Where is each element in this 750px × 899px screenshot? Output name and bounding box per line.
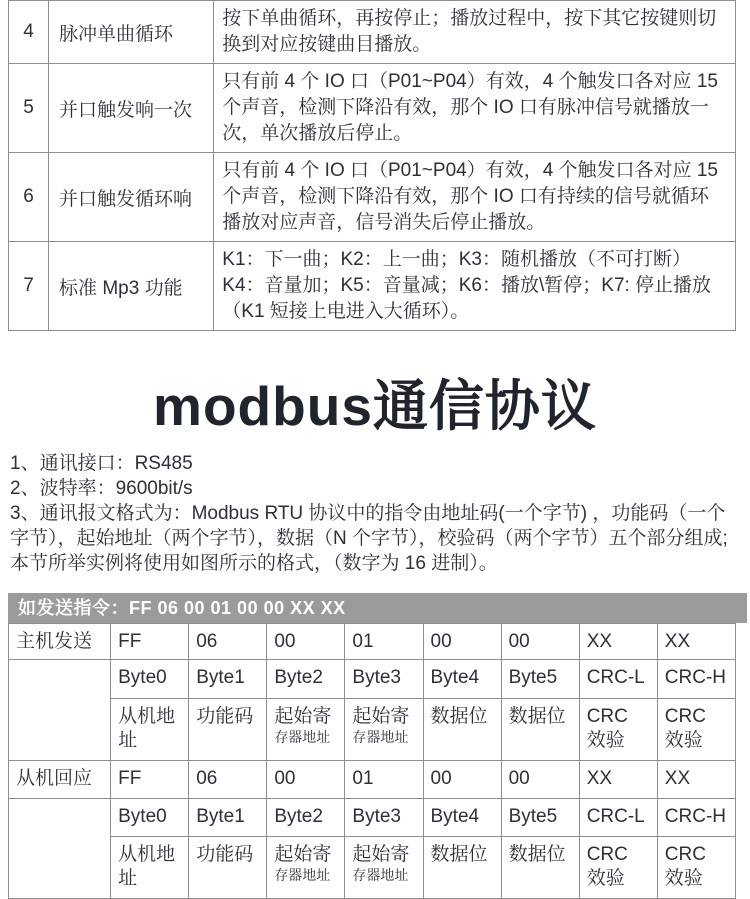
byte-value: 00 bbox=[267, 623, 345, 659]
meaning-text: 数据位 bbox=[508, 843, 566, 865]
protocol-notes bbox=[10, 451, 744, 576]
byte-value: 00 bbox=[501, 760, 579, 798]
meaning-text: 数据位 bbox=[508, 705, 566, 727]
mode-name: 并口触发循环响 bbox=[49, 153, 214, 242]
mode-name: 脉冲单曲循环 bbox=[49, 1, 214, 64]
byte-value: XX bbox=[657, 760, 735, 798]
table-row bbox=[9, 64, 736, 153]
byte-value: 00 bbox=[267, 760, 345, 798]
host-bytes-row bbox=[9, 659, 736, 698]
byte-meaning bbox=[267, 698, 345, 760]
mode-description: 只有前 4 个 IO 口（P01~P04）有效，4 个触发口各对应 15 个声音，检测下降沿有效，那个 IO 口有持续的信号就循环播放对应声音，信号消失后停止播放。 bbox=[214, 153, 736, 242]
byte-meaning bbox=[267, 836, 345, 898]
meaning-text: 数据位 bbox=[430, 705, 488, 727]
byte-label: Byte4 bbox=[423, 798, 501, 836]
note-comm-interface: 1、通讯接口：RS485 bbox=[10, 452, 193, 474]
meaning-text: CRC bbox=[586, 843, 628, 865]
host-values-row bbox=[9, 623, 736, 659]
host-meanings-row bbox=[9, 698, 736, 760]
byte-value: 01 bbox=[345, 623, 423, 659]
byte-meaning bbox=[579, 698, 657, 760]
row-number: 4 bbox=[9, 1, 49, 64]
byte-label: CRC-L bbox=[579, 798, 657, 836]
mode-name: 标准 Mp3 功能 bbox=[49, 242, 214, 331]
empty-label-cell bbox=[9, 659, 111, 760]
row-number: 6 bbox=[9, 153, 49, 242]
byte-meaning bbox=[423, 836, 501, 898]
byte-value: XX bbox=[579, 760, 657, 798]
meaning-text: 功能码 bbox=[196, 705, 254, 727]
function-table bbox=[8, 0, 736, 331]
byte-value: 00 bbox=[423, 760, 501, 798]
byte-label: Byte0 bbox=[111, 798, 189, 836]
row-number: 7 bbox=[9, 242, 49, 331]
section-label: 从机回应 bbox=[9, 760, 111, 798]
meaning-text: CRC bbox=[664, 843, 706, 865]
byte-value: 00 bbox=[501, 623, 579, 659]
byte-value: FF bbox=[111, 623, 189, 659]
byte-value: FF bbox=[111, 760, 189, 798]
byte-label: CRC-H bbox=[657, 798, 735, 836]
byte-label: Byte3 bbox=[345, 659, 423, 698]
byte-meaning bbox=[657, 698, 735, 760]
byte-meaning bbox=[189, 698, 267, 760]
byte-label: Byte3 bbox=[345, 798, 423, 836]
byte-meaning bbox=[189, 836, 267, 898]
table-row bbox=[9, 1, 736, 64]
byte-meaning bbox=[579, 836, 657, 898]
meaning-text-line2: 效验 bbox=[664, 867, 703, 889]
meaning-text: 从机地址 bbox=[118, 705, 176, 751]
byte-meaning bbox=[501, 698, 579, 760]
meaning-text: 起始寄 bbox=[352, 843, 410, 865]
table-row bbox=[9, 242, 736, 331]
byte-value: 00 bbox=[423, 623, 501, 659]
meaning-text: 起始寄 bbox=[274, 843, 332, 865]
byte-value: 06 bbox=[189, 760, 267, 798]
byte-label: Byte4 bbox=[423, 659, 501, 698]
meaning-text: 起始寄 bbox=[352, 705, 410, 727]
meaning-text-line2: 存器地址 bbox=[274, 866, 331, 883]
byte-label: Byte5 bbox=[501, 659, 579, 698]
table-row bbox=[9, 153, 736, 242]
byte-meaning bbox=[501, 836, 579, 898]
meaning-text: 从机地址 bbox=[118, 843, 176, 889]
slave-values-row bbox=[9, 760, 736, 798]
byte-meaning bbox=[111, 698, 189, 760]
mode-name: 并口触发响一次 bbox=[49, 64, 214, 153]
byte-meaning bbox=[345, 698, 423, 760]
byte-label: CRC-H bbox=[657, 659, 735, 698]
byte-label: Byte0 bbox=[111, 659, 189, 698]
meaning-text-line2: 效验 bbox=[586, 867, 625, 889]
note-baud-rate: 2、波特率：9600bit/s bbox=[10, 477, 193, 499]
byte-label: Byte2 bbox=[267, 798, 345, 836]
empty-label-cell bbox=[9, 798, 111, 898]
meaning-text: 起始寄 bbox=[274, 705, 332, 727]
mode-description: 只有前 4 个 IO 口（P01~P04）有效，4 个触发口各对应 15 个声音，检测下降沿有效，那个 IO 口有脉冲信号就播放一次，单次播放后停止。 bbox=[214, 64, 736, 153]
byte-value: 01 bbox=[345, 760, 423, 798]
byte-value: 06 bbox=[189, 623, 267, 659]
byte-label: Byte5 bbox=[501, 798, 579, 836]
byte-meaning bbox=[657, 836, 735, 898]
meaning-text-line2: 存器地址 bbox=[352, 866, 409, 883]
byte-meaning bbox=[111, 836, 189, 898]
meaning-text: 数据位 bbox=[430, 843, 488, 865]
meaning-text-line2: 效验 bbox=[664, 729, 703, 751]
meaning-text: CRC bbox=[664, 705, 706, 727]
byte-value: XX bbox=[657, 623, 735, 659]
byte-label: Byte1 bbox=[189, 798, 267, 836]
row-number: 5 bbox=[9, 64, 49, 153]
mode-description: 按下单曲循环，再按停止；播放过程中，按下其它按键则切换到对应按键曲目播放。 bbox=[214, 1, 736, 64]
command-example-bar: 如发送指令：FF 06 00 01 00 00 XX XX bbox=[8, 593, 747, 623]
mode-description: K1：下一曲；K2：上一曲；K3：随机播放（不可打断）K4：音量加；K5：音量减；K6：播放\暂停；K7: 停止播放 （K1 短接上电进入大循环）。 bbox=[214, 242, 736, 331]
byte-value: XX bbox=[579, 623, 657, 659]
page-title: modbus通信协议 bbox=[153, 375, 597, 437]
meaning-text-line2: 存器地址 bbox=[274, 728, 331, 745]
modbus-frame-table bbox=[8, 623, 736, 899]
slave-bytes-row bbox=[9, 798, 736, 836]
note-frame-format: 3、通讯报文格式为：Modbus RTU 协议中的指令由地址码(一个字节) ，功能码（一个字节），起始地址（两个字节），数据（N 个字节），校验码（两个字节）五个部分组成;本节所举实例将使用如图所示的格式，（数字为 16 进制）。 bbox=[10, 502, 728, 574]
byte-label: CRC-L bbox=[579, 659, 657, 698]
meaning-text: CRC bbox=[586, 705, 628, 727]
byte-meaning bbox=[423, 698, 501, 760]
meaning-text-line2: 效验 bbox=[586, 729, 625, 751]
byte-label: Byte1 bbox=[189, 659, 267, 698]
slave-meanings-row bbox=[9, 836, 736, 898]
meaning-text-line2: 存器地址 bbox=[352, 728, 409, 745]
meaning-text: 功能码 bbox=[196, 843, 254, 865]
byte-meaning bbox=[345, 836, 423, 898]
byte-label: Byte2 bbox=[267, 659, 345, 698]
section-label: 主机发送 bbox=[9, 623, 111, 659]
